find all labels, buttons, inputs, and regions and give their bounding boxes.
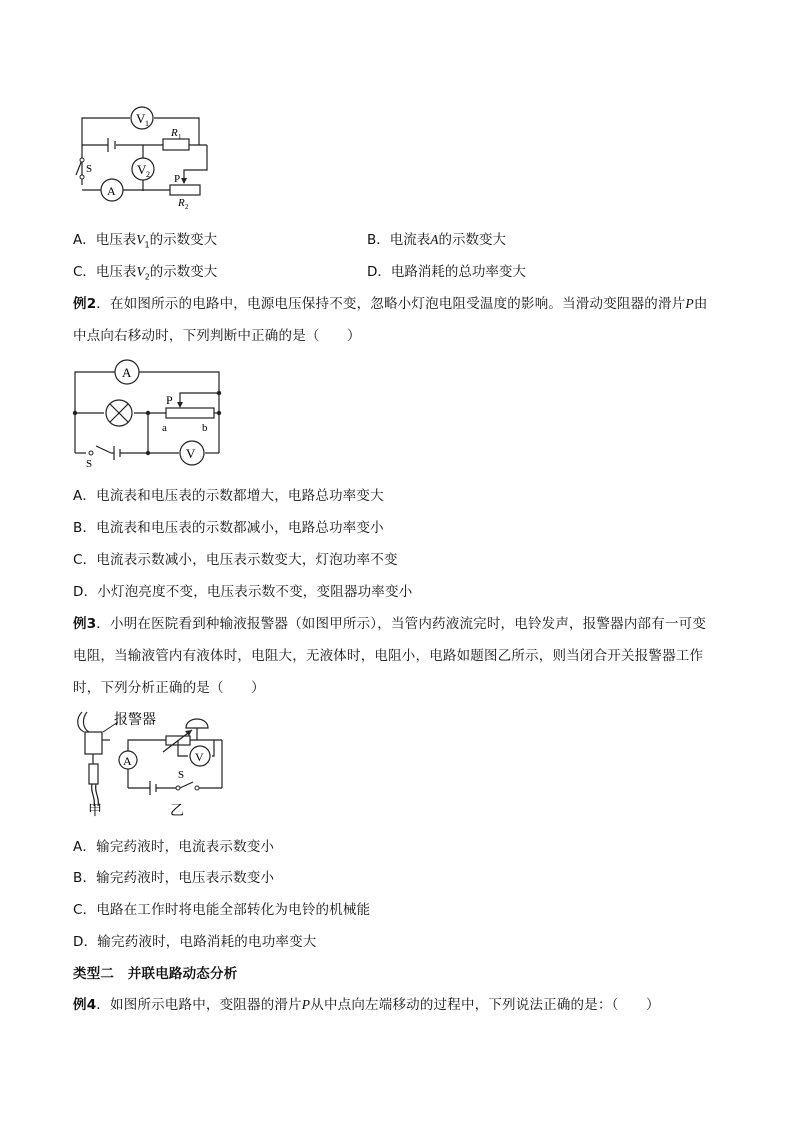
- q3-stem-line2: 电阻，当输液管内有液体时，电阻大，无液体时，电阻小，电路如题图乙所示，则当闭合开关报警器工作: [73, 648, 704, 664]
- q4-stem: [73, 993, 660, 1013]
- q1-option-b-suffix: 的示数变大: [438, 232, 507, 248]
- q2-voltmeter-label: V: [186, 446, 196, 461]
- q1-option-c-sub: 2: [144, 272, 150, 282]
- q1-s-label: S: [86, 163, 93, 175]
- q1-option-d: D．电路消耗的总功率变大: [367, 264, 526, 280]
- q2-line1-text: ．在如图所示的电路中，电源电压保持不变，忽略小灯泡电阻受温度的影响。当滑动变阻器的滑片: [96, 296, 686, 312]
- q1-option-a-suffix: 的示数变大: [149, 232, 218, 248]
- q4-text-var: P: [301, 997, 311, 1012]
- q3-alarm-device-drawing: [78, 712, 110, 806]
- q3-option-a: A．输完药液时，电流表示数变小: [73, 839, 275, 855]
- q1-v1-sub: 1: [145, 119, 149, 128]
- q1-p-label: P: [174, 173, 181, 185]
- q1-r2-sub: 2: [185, 203, 189, 211]
- q3-yi-label: 乙: [170, 804, 184, 819]
- q3-option-c: C．电路在工作时将电能全部转化为电铃的机械能: [73, 902, 371, 918]
- q2-stem-line2: 中点向右移动时，下列判断中正确的是（ ）: [73, 328, 361, 344]
- q3-line1-text: ．小明在医院看到种输液报警器（如图甲所示），当管内药液流完时，电铃发声，报警器内部有一可变: [96, 616, 707, 632]
- q2-p-label: P: [166, 393, 173, 407]
- q1-option-a-symbol: V: [136, 232, 145, 247]
- q2-s-label: S: [86, 458, 93, 470]
- q3-s-label: S: [178, 769, 185, 781]
- q1-a-label: A: [107, 184, 116, 198]
- q1-option-a-prefix: A．电压表: [73, 232, 137, 248]
- q2-b-label: b: [202, 422, 208, 434]
- q3-voltmeter-label: V: [195, 750, 204, 764]
- q2-option-c: C．电流表示数减小，电压表示数变大，灯泡功率不变: [73, 552, 398, 568]
- q4-text-post: 从中点向左端移动的过程中，下列说法正确的是：（ ）: [310, 997, 660, 1013]
- q1-r2-label: R: [178, 197, 185, 209]
- q2-option-a: A．电流表和电压表的示数都增大，电路总功率变大: [73, 488, 384, 504]
- q1-option-b-symbol: A: [430, 232, 439, 247]
- q1-option-a-sub: 1: [144, 240, 150, 250]
- q2-a-label: a: [162, 422, 167, 434]
- q1-v2-label: V: [137, 162, 147, 177]
- q2-option-d: D．小灯泡亮度不变，电压表示数不变，变阻器功率变小: [73, 584, 413, 600]
- q4-text-pre: ．如图所示电路中，变阻器的滑片: [96, 997, 302, 1013]
- q3-ammeter-label: A: [123, 754, 132, 768]
- q4-label: 例4: [73, 997, 97, 1013]
- q3-alarm-label: 报警器: [114, 713, 156, 728]
- q1-option-c-symbol: V: [136, 264, 145, 279]
- q3-option-d: D．输完药液时，电路消耗的电功率变大: [73, 934, 317, 950]
- q1-r1-label: R: [171, 127, 178, 139]
- q2-ammeter-label: A: [122, 365, 132, 380]
- q3-option-b: B．输完药液时，电压表示数变小: [73, 870, 275, 886]
- q3-stem-line3: 时，下列分析正确的是（ ）: [73, 680, 265, 696]
- q2-label: 例2: [73, 296, 97, 312]
- q1-r1-sub: 1: [178, 133, 182, 141]
- q1-option-c-prefix: C．电压表: [73, 264, 137, 280]
- q1-v1-label: V: [136, 111, 146, 126]
- q2-option-b: B．电流表和电压表的示数都减小，电路总功率变小: [73, 520, 384, 536]
- q3-jia-label: 甲: [88, 804, 102, 819]
- section-title: 类型二 并联电路动态分析: [73, 966, 238, 982]
- q1-v2-sub: 2: [146, 170, 150, 179]
- q2-line1-post: 由: [693, 296, 708, 312]
- q1-option-b-prefix: B．电流表: [367, 232, 431, 248]
- q1-option-c-suffix: 的示数变大: [149, 264, 218, 280]
- q3-label: 例3: [73, 616, 97, 632]
- q2-line1-var: P: [685, 296, 694, 311]
